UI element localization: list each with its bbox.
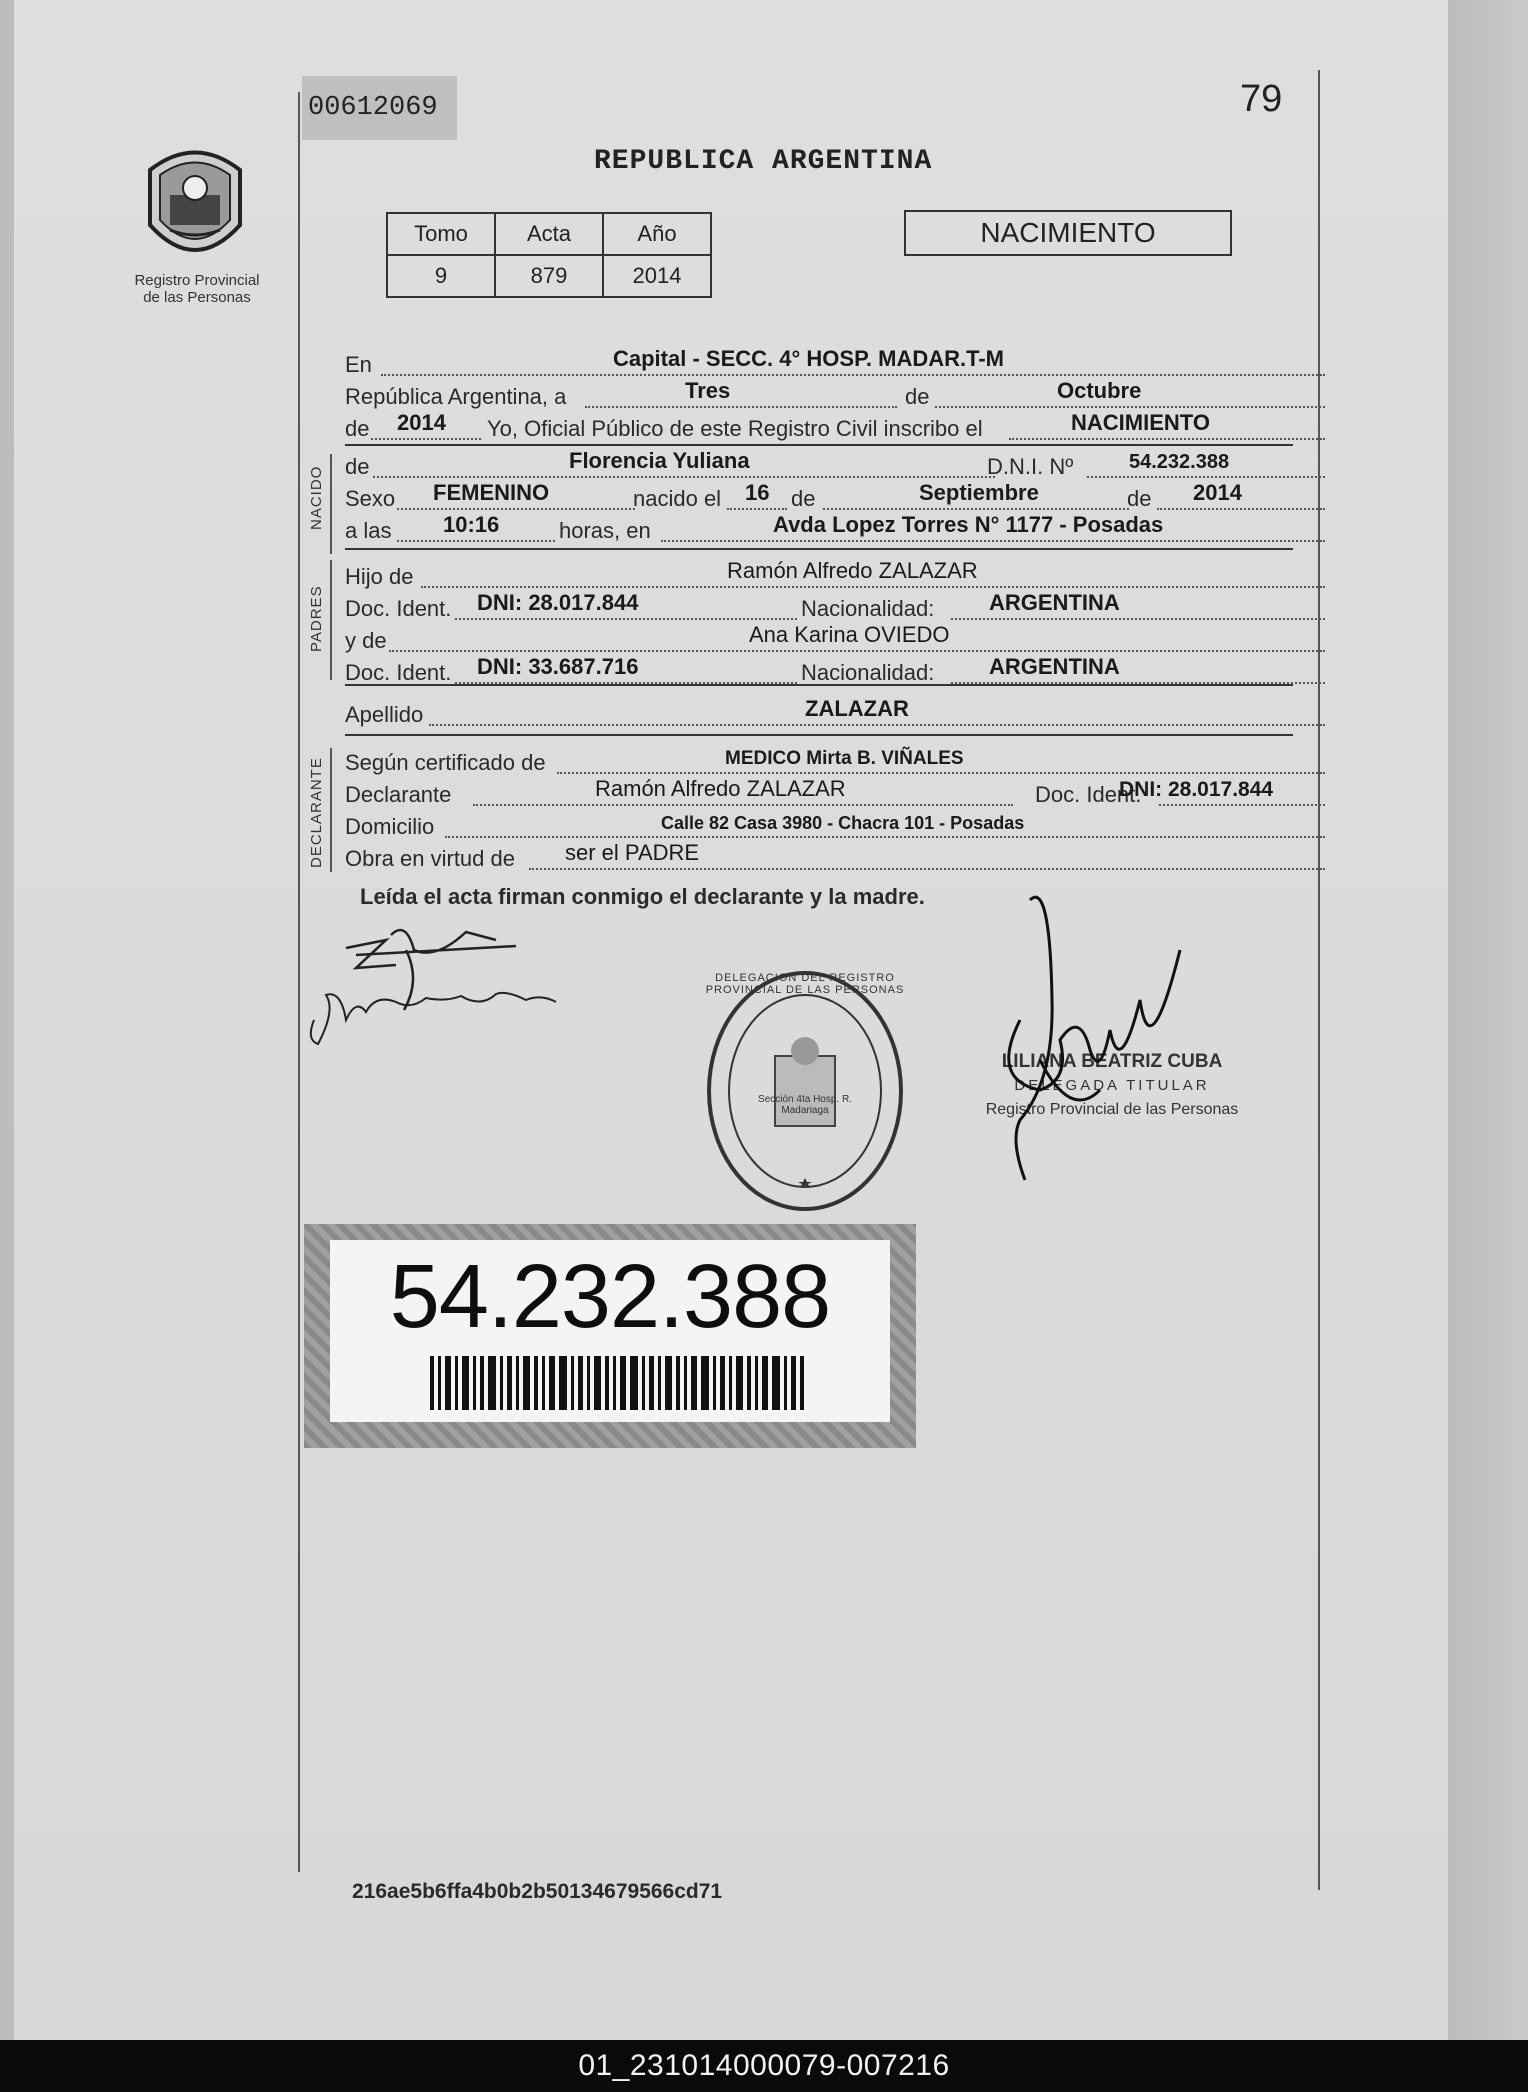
table-header: Acta — [495, 213, 603, 255]
field-value: ARGENTINA — [989, 654, 1120, 679]
table-cell: 2014 — [603, 255, 711, 297]
official-seal-stamp — [700, 966, 910, 1216]
row-declarante: Declarante Ramón Alfredo ZALAZAR Doc. Ident. DNI: 28.017.844 — [345, 778, 1290, 810]
table-cell: 879 — [495, 255, 603, 297]
section-label-declarante: DECLARANTE — [308, 757, 325, 868]
province-seal-icon — [140, 140, 250, 270]
field-value: MEDICO Mirta B. VIÑALES — [725, 748, 964, 769]
field-value: FEMENINO — [433, 480, 550, 505]
field-value: Ramón Alfredo ZALAZAR — [727, 558, 978, 583]
row-obra: Obra en virtud de ser el PADRE — [345, 842, 1290, 874]
table-header: Tomo — [387, 213, 495, 255]
row-sexo: Sexo FEMENINO nacido el 16 de Septiembre de 2014 — [345, 482, 1290, 514]
field-value: Florencia Yuliana — [569, 448, 750, 473]
field-value: Ana Karina OVIEDO — [749, 622, 950, 647]
right-margin-line — [1318, 70, 1320, 1890]
table-header: Año — [603, 213, 711, 255]
row-en — [345, 348, 1290, 380]
field-value: DNI: 33.687.716 — [477, 654, 639, 679]
section-label-nacido: NACIDO — [308, 465, 325, 530]
row-certificado: Según certificado de MEDICO Mirta B. VIÑALES — [345, 746, 1290, 778]
row-hora: a las 10:16 horas, en Avda Lopez Torres N° 1177 - Posadas — [345, 514, 1290, 546]
field-value: 2014 — [1193, 480, 1242, 505]
signatures-declarante-madre — [296, 910, 576, 1050]
field-value: 10:16 — [443, 512, 500, 537]
field-value: 2014 — [397, 410, 446, 435]
field-value: Avda Lopez Torres N° 1177 - Posadas — [773, 512, 1164, 537]
row-inscripcion: de 2014 Yo, Oficial Público de este Registro Civil inscribo el NACIMIENTO — [345, 412, 1290, 444]
section-label-padres: PADRES — [308, 585, 325, 652]
registry-label: Registro Provincial de las Personas — [134, 272, 260, 306]
field-value: Capital - SECC. 4° HOSP. MADAR.T-M — [613, 346, 1004, 371]
serial-number: 00612069 — [302, 76, 457, 140]
table-cell: 9 — [387, 255, 495, 297]
stamp-inner-text: Sección 4ta Hosp. R. Madariaga — [758, 1094, 852, 1116]
official-name: LILIANA BEATRIZ CUBA — [1001, 1051, 1223, 1072]
page-number: 79 — [1240, 78, 1283, 120]
field-value: DNI: 28.017.844 — [477, 590, 639, 615]
field-value: 16 — [745, 480, 770, 505]
row-fecha: República Argentina, a Tres de Octubre — [345, 380, 1290, 412]
tomo-acta-table — [386, 212, 712, 298]
official-role: DELEGADA TITULAR — [1014, 1077, 1210, 1094]
closing-text: Leída el acta firman conmigo el declarante y la madre. — [360, 884, 925, 909]
field-value: Octubre — [1057, 378, 1142, 403]
official-signature — [980, 880, 1220, 1200]
row-padre-doc: Doc. Ident. DNI: 28.017.844 Nacionalidad: ARGENTINA — [345, 592, 1290, 624]
field-value: DNI: 28.017.844 — [1119, 778, 1274, 801]
field-value: Tres — [685, 378, 731, 403]
field-value: NACIMIENTO — [1071, 410, 1210, 435]
field-value: Ramón Alfredo ZALAZAR — [595, 776, 846, 801]
page-edge — [1448, 0, 1528, 2040]
doc-type-box: NACIMIENTO — [904, 210, 1232, 256]
stamp-text: DELEGACION DEL REGISTRO PROVINCIAL DE LAS PERSONAS — [705, 972, 905, 996]
page-title: REPUBLICA ARGENTINA — [594, 146, 933, 177]
row-madre: y de Ana Karina OVIEDO — [345, 624, 1290, 656]
dni-barcode-card — [304, 1224, 916, 1448]
row-domicilio: Domicilio Calle 82 Casa 3980 - Chacra 101 - Posadas — [345, 810, 1290, 842]
document-hash: 216ae5b6ffa4b0b2b50134679566cd71 — [352, 1880, 723, 1903]
barcode-number: 54.232.388 — [389, 1247, 831, 1347]
field-label: En — [345, 352, 372, 377]
barcode-bars — [430, 1356, 810, 1410]
row-padre: Hijo de Ramón Alfredo ZALAZAR — [345, 560, 1290, 592]
row-nombre: de Florencia Yuliana D.N.I. Nº 54.232.388 — [345, 450, 1290, 482]
field-value: ARGENTINA — [989, 590, 1120, 615]
field-value: 54.232.388 — [1129, 451, 1230, 473]
field-value: ser el PADRE — [565, 840, 700, 865]
field-value: Septiembre — [919, 480, 1039, 505]
field-value: Calle 82 Casa 3980 - Chacra 101 - Posadas — [661, 813, 1025, 833]
field-value: ZALAZAR — [805, 696, 909, 721]
official-org: Registro Provincial de las Personas — [985, 1101, 1239, 1118]
scan-footer-id: 01_231014000079-007216 — [0, 2040, 1528, 2092]
row-madre-doc: Doc. Ident. DNI: 33.687.716 Nacionalidad: ARGENTINA — [345, 656, 1290, 688]
row-apellido: Apellido ZALAZAR — [345, 698, 1290, 730]
